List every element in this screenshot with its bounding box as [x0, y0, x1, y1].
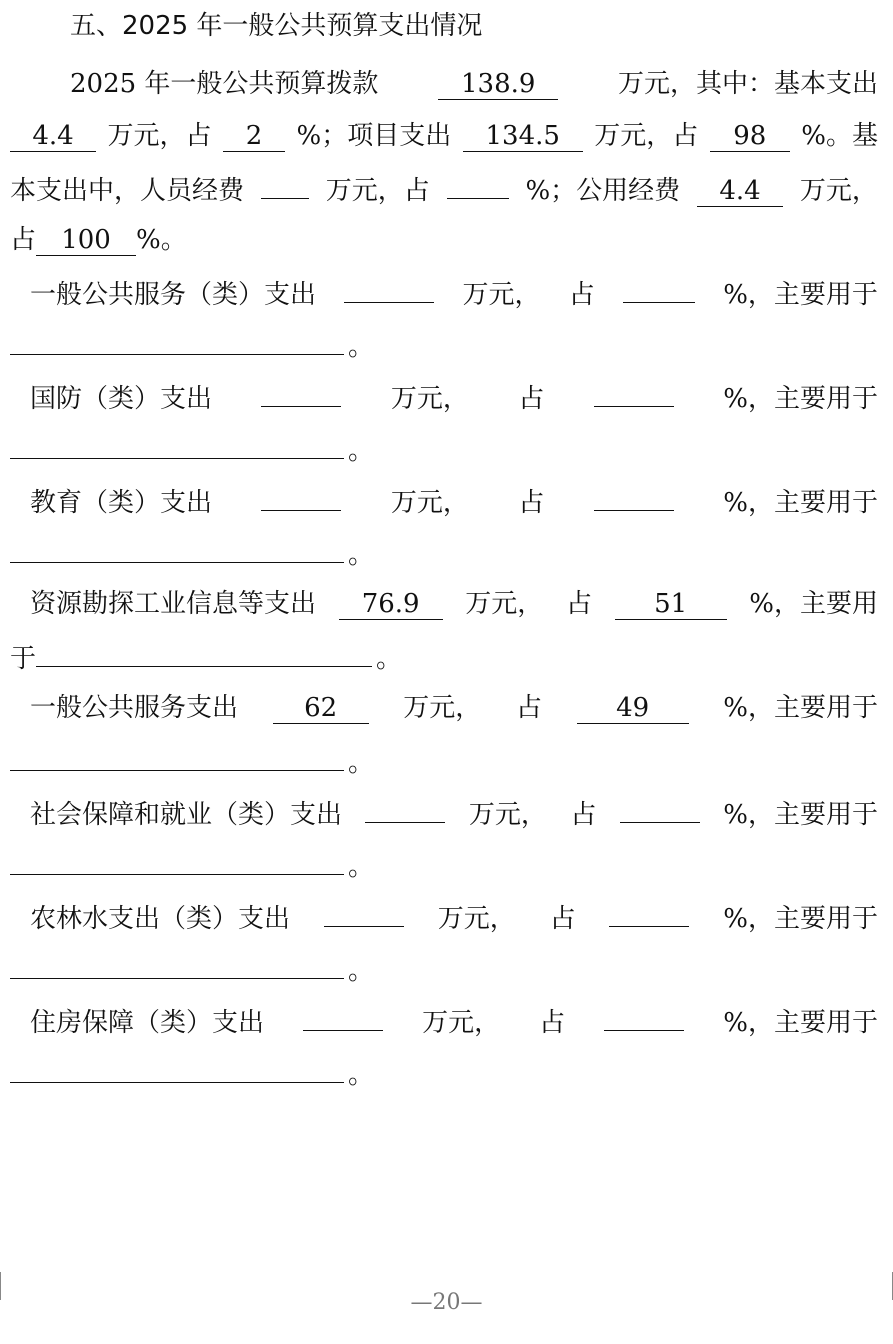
project-expenditure-pct: 98	[710, 121, 790, 152]
item-answer-line-3: 。	[10, 532, 878, 575]
item-answer-line-6: 。	[10, 844, 878, 887]
item-answer-line-5: 。	[10, 740, 878, 783]
item-line-6: 社会保障和就业（类）支出 万元， 占 %，主要用于	[30, 792, 878, 835]
section-heading: 五、2025 年一般公共预算支出情况	[70, 11, 483, 41]
item-usage-blank	[36, 636, 372, 667]
item-pct	[594, 376, 674, 407]
item-line-4: 资源勘探工业信息等支出 76.9 万元， 占 51 %，主要用	[30, 589, 878, 619]
item-pct	[623, 272, 695, 303]
summary-line-3: 本支出中，人员经费 万元，占 %；公用经费 4.4 万元，	[10, 168, 878, 211]
item-usage-blank	[10, 844, 344, 875]
item-answer-line-8: 。	[10, 1052, 878, 1095]
item-amount	[303, 1000, 383, 1031]
item-answer-line-2: 。	[10, 428, 878, 471]
basic-expenditure-pct: 2	[223, 121, 285, 152]
item-amount	[365, 792, 445, 823]
item-pct	[594, 480, 674, 511]
item-line-8: 住房保障（类）支出 万元， 占 %，主要用于	[30, 1000, 878, 1043]
item-pct	[620, 792, 700, 823]
item-usage-blank	[10, 740, 344, 771]
item-usage-blank	[10, 532, 344, 563]
summary-line-2: 4.4 万元，占 2 %；项目支出 134.5 万元，占 98 %。基	[10, 116, 878, 156]
basic-expenditure-value: 4.4	[10, 121, 96, 152]
item-usage-blank	[10, 948, 344, 979]
total-appropriation-value: 138.9	[438, 69, 558, 100]
summary-line-4: 占 100 %。	[10, 225, 187, 255]
item-amount	[324, 896, 404, 927]
page-number: —20—	[410, 1290, 483, 1315]
personnel-expense-pct	[447, 168, 509, 199]
item-line-5: 一般公共服务支出 62 万元， 占 49 %，主要用于	[30, 693, 878, 723]
project-expenditure-value: 134.5	[463, 121, 583, 152]
item-line-1: 一般公共服务（类）支出 万元， 占 %，主要用于	[30, 272, 878, 315]
item-line-3: 教育（类）支出 万元， 占 %，主要用于	[30, 480, 878, 523]
item-line-7: 农林水支出（类）支出 万元， 占 %，主要用于	[30, 896, 878, 939]
item-pct	[604, 1000, 684, 1031]
item-pct	[609, 896, 689, 927]
item-usage-blank	[10, 428, 344, 459]
item-usage-blank	[10, 324, 344, 355]
item-line-2: 国防（类）支出 万元， 占 %，主要用于	[30, 376, 878, 419]
personnel-expense-value	[261, 168, 309, 199]
public-expense-pct: 100	[36, 225, 136, 256]
item-amount: 76.9	[339, 589, 443, 620]
item-amount: 62	[273, 693, 369, 724]
item-amount	[261, 480, 341, 511]
item-amount	[261, 376, 341, 407]
item-pct: 49	[577, 693, 689, 724]
item-answer-line-1: 。	[10, 324, 878, 367]
item-usage-blank	[10, 1052, 344, 1083]
summary-line-1: 2025 年一般公共预算拨款 138.9 万元，其中：基本支出	[70, 69, 878, 99]
item-pct: 51	[615, 589, 727, 620]
public-expense-value: 4.4	[697, 176, 783, 207]
item-answer-line-4: 于 。	[10, 636, 878, 679]
item-answer-line-7: 。	[10, 948, 878, 991]
item-amount	[344, 272, 434, 303]
